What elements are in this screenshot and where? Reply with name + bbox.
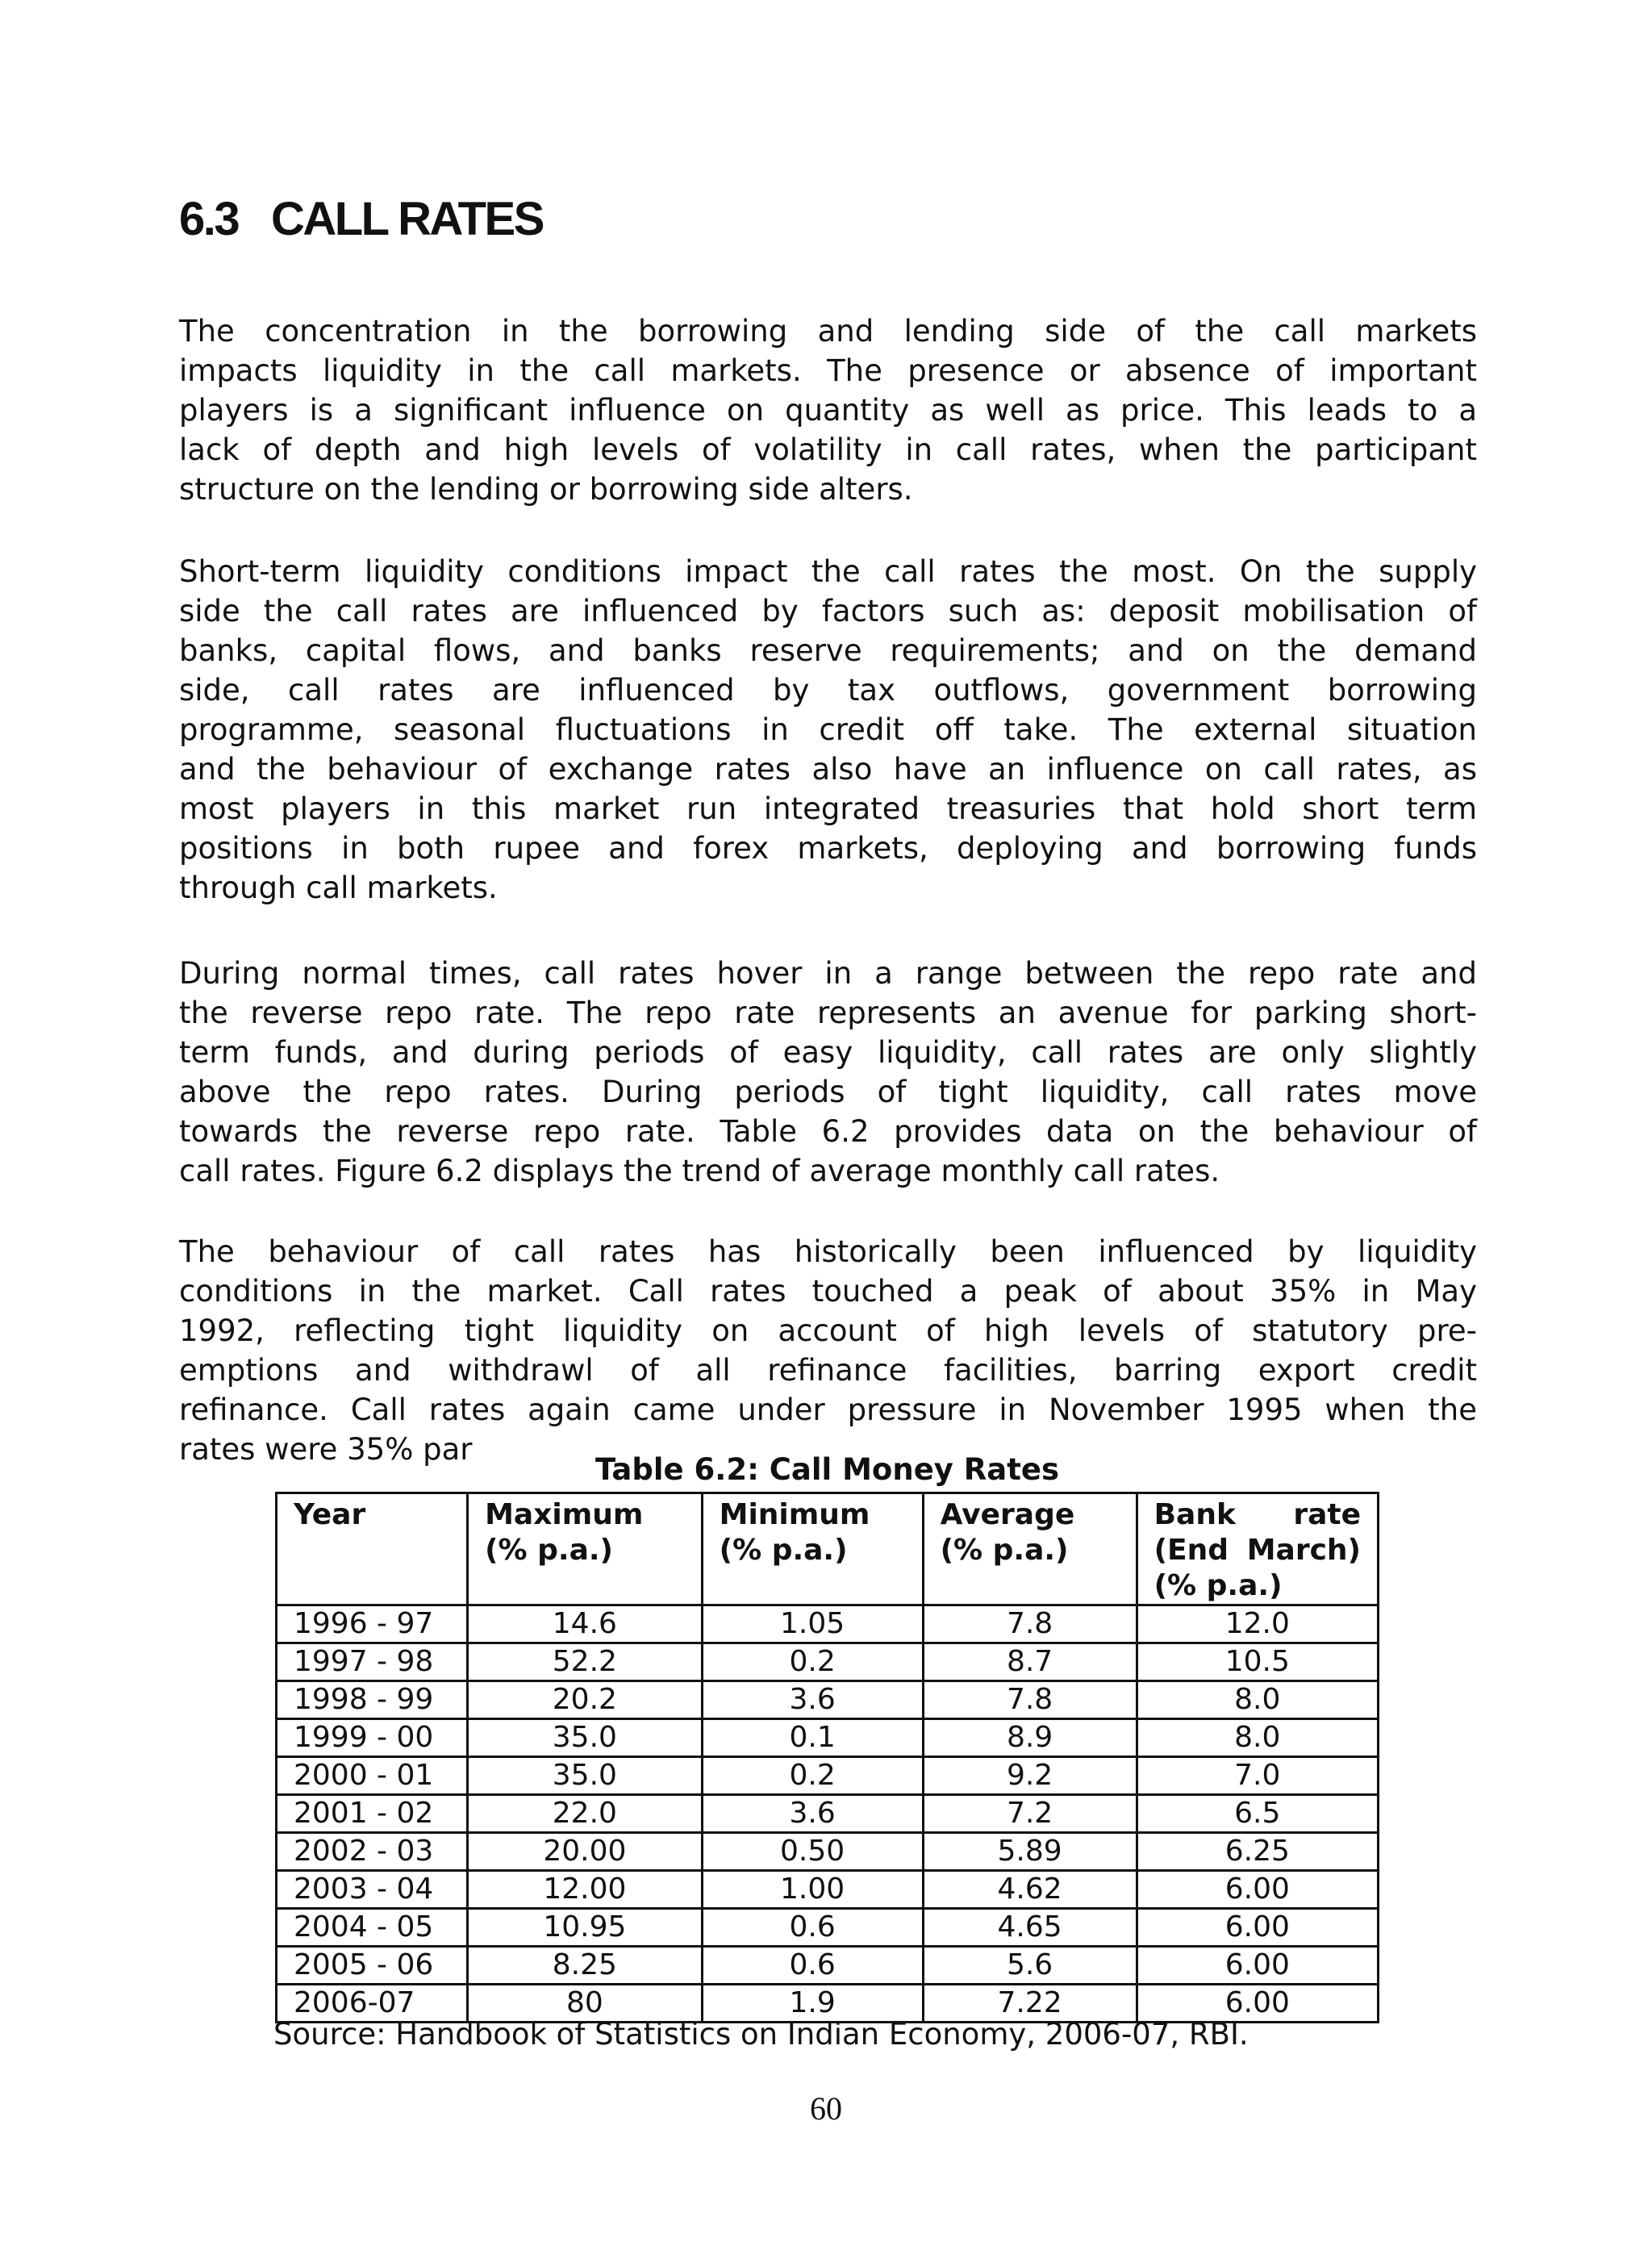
paragraph-line: emptions and withdrawl of all refinance facilities, barring export credit: [179, 1353, 1477, 1388]
table-cell: 10.5: [1137, 1643, 1378, 1681]
column-header-line: (% p.a.): [719, 1534, 848, 1567]
table-cell: 12.0: [1137, 1605, 1378, 1643]
paragraph-line: positions in both rupee and forex markets, deploying and borrowing funds: [179, 831, 1477, 866]
table-row: [277, 1871, 1379, 1909]
table-cell: 8.7: [923, 1643, 1137, 1681]
table-cell: 6.5: [1137, 1795, 1378, 1833]
table-cell: 35.0: [468, 1719, 703, 1757]
column-header-line: Average: [940, 1498, 1075, 1531]
paragraph-line: side, call rates are influenced by tax outflows, government borrowing: [179, 673, 1477, 708]
section-heading: 6.3 CALL RATES: [179, 193, 543, 245]
table-cell: 22.0: [468, 1795, 703, 1833]
table-cell: 7.8: [923, 1605, 1137, 1643]
table-cell: 1.9: [702, 1985, 923, 2023]
body-paragraph: [179, 954, 1477, 1191]
table-cell: 52.2: [468, 1643, 703, 1681]
column-header-line: Maximum: [485, 1498, 644, 1531]
paragraph-line: above the repo rates. During periods of tight liquidity, call rates move: [179, 1075, 1477, 1109]
paragraph-line: conditions in the market. Call rates touched a peak of about 35% in May: [179, 1274, 1477, 1309]
paragraph-line: and the behaviour of exchange rates also have an influence on call rates, as: [179, 752, 1477, 787]
column-header-line: Bank rate: [1153, 1498, 1361, 1531]
table-row: [277, 1605, 1379, 1643]
table-cell: 5.6: [923, 1947, 1137, 1985]
table-cell: 8.0: [1137, 1719, 1378, 1757]
paragraph-line: rates were 35% par: [179, 1432, 473, 1467]
column-header-line: Minimum: [719, 1498, 870, 1531]
page-number: 60: [810, 2090, 842, 2127]
table-cell: 5.89: [923, 1833, 1137, 1871]
table-cell: 8.0: [1137, 1681, 1378, 1719]
call-money-rates-table: [275, 1492, 1379, 2023]
table-cell: 2003 - 04: [277, 1871, 468, 1909]
table-header-row: [277, 1493, 1379, 1605]
table-cell: 6.00: [1137, 1871, 1378, 1909]
paragraph-line: structure on the lending or borrowing side alters.: [179, 472, 913, 507]
table-cell: 2001 - 02: [277, 1795, 468, 1833]
table-row: [277, 1719, 1379, 1757]
table-cell: 35.0: [468, 1757, 703, 1795]
column-header-line: (% p.a.): [940, 1534, 1069, 1567]
table-row: [277, 1833, 1379, 1871]
table-cell: 80: [468, 1985, 703, 2023]
table-cell: 0.6: [702, 1947, 923, 1985]
paragraph-line: side the call rates are influenced by factors such as: deposit mobilisation of: [179, 594, 1477, 628]
paragraph-line: programme, seasonal fluctuations in credit off take. The external situation: [179, 712, 1477, 747]
paragraph-line: players is a significant influence on quantity as well as price. This leads to a: [179, 393, 1477, 428]
table-cell: 1.05: [702, 1605, 923, 1643]
table-cell: 7.2: [923, 1795, 1137, 1833]
paragraph-line: refinance. Call rates again came under pressure in November 1995 when the: [179, 1392, 1477, 1427]
table-cell: 1996 - 97: [277, 1605, 468, 1643]
table-cell: 4.65: [923, 1909, 1137, 1947]
paragraph-line: During normal times, call rates hover in a range between the repo rate and: [179, 956, 1477, 991]
table-cell: 1997 - 98: [277, 1643, 468, 1681]
column-header: [277, 1493, 468, 1605]
table-title: Table 6.2: Call Money Rates: [594, 1452, 1060, 1487]
table-cell: 7.8: [923, 1681, 1137, 1719]
column-header: [702, 1493, 923, 1605]
body-paragraph: [179, 311, 1477, 509]
table-cell: 20.00: [468, 1833, 703, 1871]
table-cell: 1998 - 99: [277, 1681, 468, 1719]
table-cell: 8.25: [468, 1947, 703, 1985]
column-header: [923, 1493, 1137, 1605]
paragraph-line: impacts liquidity in the call markets. The presence or absence of important: [179, 353, 1477, 388]
paragraph-line: 1992, reflecting tight liquidity on account of high levels of statutory pre-: [179, 1313, 1477, 1348]
paragraph-line: Short-term liquidity conditions impact the call rates the most. On the supply: [179, 554, 1477, 589]
paragraph-line: The concentration in the borrowing and lending side of the call markets: [179, 314, 1477, 349]
table-cell: 2002 - 03: [277, 1833, 468, 1871]
table-cell: 14.6: [468, 1605, 703, 1643]
table-cell: 6.00: [1137, 1985, 1378, 2023]
table-cell: 1.00: [702, 1871, 923, 1909]
table-row: [277, 1757, 1379, 1795]
body-paragraph: [179, 1232, 1477, 1469]
table-source: Source: Handbook of Statistics on Indian Economy, 2006-07, RBI.: [273, 2017, 1249, 2052]
paragraph-line: call rates. Figure 6.2 displays the trend of average monthly call rates.: [179, 1154, 1220, 1188]
table-cell: 2006-07: [277, 1985, 468, 2023]
table-cell: 10.95: [468, 1909, 703, 1947]
column-header-line: (% p.a.): [1153, 1569, 1283, 1602]
table-cell: 2005 - 06: [277, 1947, 468, 1985]
table-cell: 1999 - 00: [277, 1719, 468, 1757]
table-cell: 0.50: [702, 1833, 923, 1871]
column-header: [468, 1493, 703, 1605]
table-row: [277, 1909, 1379, 1947]
table-cell: 6.25: [1137, 1833, 1378, 1871]
table-row: [277, 1795, 1379, 1833]
table-cell: 7.22: [923, 1985, 1137, 2023]
column-header-line: (% p.a.): [485, 1534, 614, 1567]
table-row: [277, 1947, 1379, 1985]
paragraph-line: towards the reverse repo rate. Table 6.2 provides data on the behaviour of: [179, 1114, 1477, 1149]
body-paragraph: [179, 552, 1477, 908]
table-cell: 0.6: [702, 1909, 923, 1947]
column-header-line: Year: [294, 1498, 366, 1531]
column-header-line: (End March): [1153, 1534, 1361, 1567]
table-cell: 8.9: [923, 1719, 1137, 1757]
paragraph-line: through call markets.: [179, 870, 498, 905]
table-cell: 0.2: [702, 1643, 923, 1681]
paragraph-line: the reverse repo rate. The repo rate represents an avenue for parking short-: [179, 996, 1477, 1030]
table-cell: 7.0: [1137, 1757, 1378, 1795]
table-cell: 9.2: [923, 1757, 1137, 1795]
table-cell: 6.00: [1137, 1947, 1378, 1985]
paragraph-line: The behaviour of call rates has historically been influenced by liquidity: [179, 1234, 1477, 1269]
table-row: [277, 1681, 1379, 1719]
table-cell: 0.2: [702, 1757, 923, 1795]
paragraph-line: most players in this market run integrated treasuries that hold short term: [179, 791, 1477, 826]
table-row: [277, 1643, 1379, 1681]
table-cell: 6.00: [1137, 1909, 1378, 1947]
table-cell: 3.6: [702, 1681, 923, 1719]
table-cell: 0.1: [702, 1719, 923, 1757]
paragraph-line: banks, capital flows, and banks reserve requirements; and on the demand: [179, 633, 1477, 668]
column-header: [1137, 1493, 1378, 1605]
paragraph-line: lack of depth and high levels of volatility in call rates, when the participant: [179, 432, 1477, 467]
table-cell: 4.62: [923, 1871, 1137, 1909]
paragraph-line: term funds, and during periods of easy liquidity, call rates are only slightly: [179, 1035, 1477, 1070]
table-cell: 12.00: [468, 1871, 703, 1909]
table-cell: 2000 - 01: [277, 1757, 468, 1795]
table-cell: 3.6: [702, 1795, 923, 1833]
table-cell: 20.2: [468, 1681, 703, 1719]
table-cell: 2004 - 05: [277, 1909, 468, 1947]
